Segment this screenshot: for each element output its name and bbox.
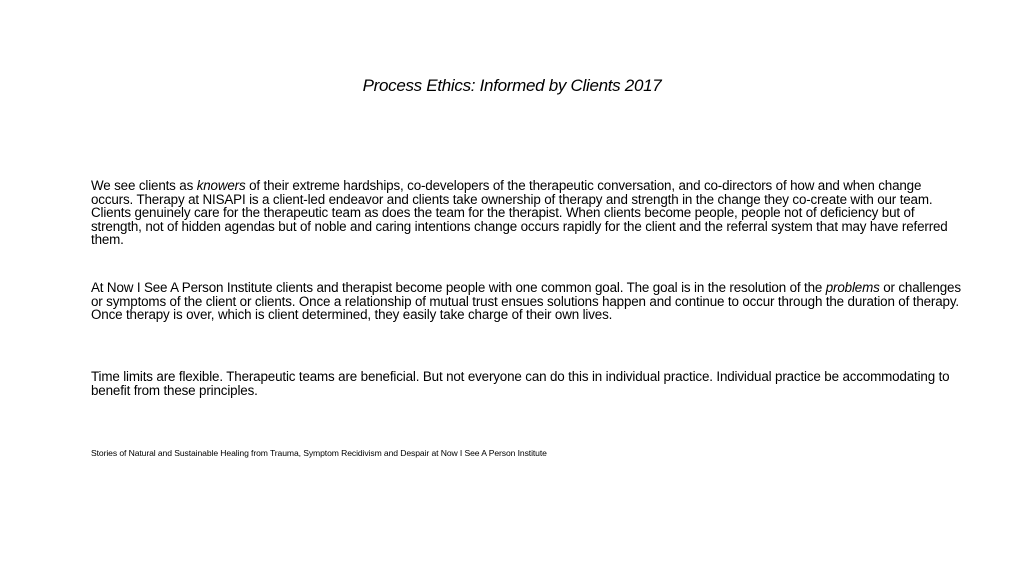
paragraph-text: of their extreme hardships, co-developers of the therapeutic conversation, and co-directors of how and when change occurs. Therapy at NISAPI is a client-led endeavor and clients take ownership of therapy and strength in the change they co-create with our team. Clients genuinely care for the therapeutic team as does the team for the therapist. When clients become people, people not of deficiency but of strength, not of hidden agendas but of noble and caring intentions change occurs rapidly for the client and the referral system that may have referred them.: [91, 178, 948, 247]
footnote: Stories of Natural and Sustainable Healing from Trauma, Symptom Recidivism and Despair at Now I See A Person Institute: [91, 448, 547, 458]
paragraph-clients-as-knowers: [91, 179, 963, 247]
paragraph-time-limits: Time limits are flexible. Therapeutic teams are beneficial. But not everyone can do this in individual practice. Individual practice be accommodating to benefit from these principles.: [91, 369, 950, 398]
paragraph-text: We see clients as: [91, 178, 197, 193]
paragraph-text: At Now I See A Person Institute clients and therapist become people with one common goal. The goal is in the resolution of the: [91, 280, 826, 295]
emphasis-problems: problems: [825, 280, 880, 295]
paragraph-common-goal: [91, 281, 963, 322]
paragraph-text: or challenges or symptoms of the client or clients. Once a relationship of mutual trust ensues solutions happen and continue to occur through the duration of therapy. Once therapy is over, which is client determined, they easily take charge of their own lives.: [91, 280, 961, 322]
emphasis-knowers: knowers: [196, 178, 246, 193]
slide-title: Process Ethics: Informed by Clients 2017: [362, 76, 662, 95]
